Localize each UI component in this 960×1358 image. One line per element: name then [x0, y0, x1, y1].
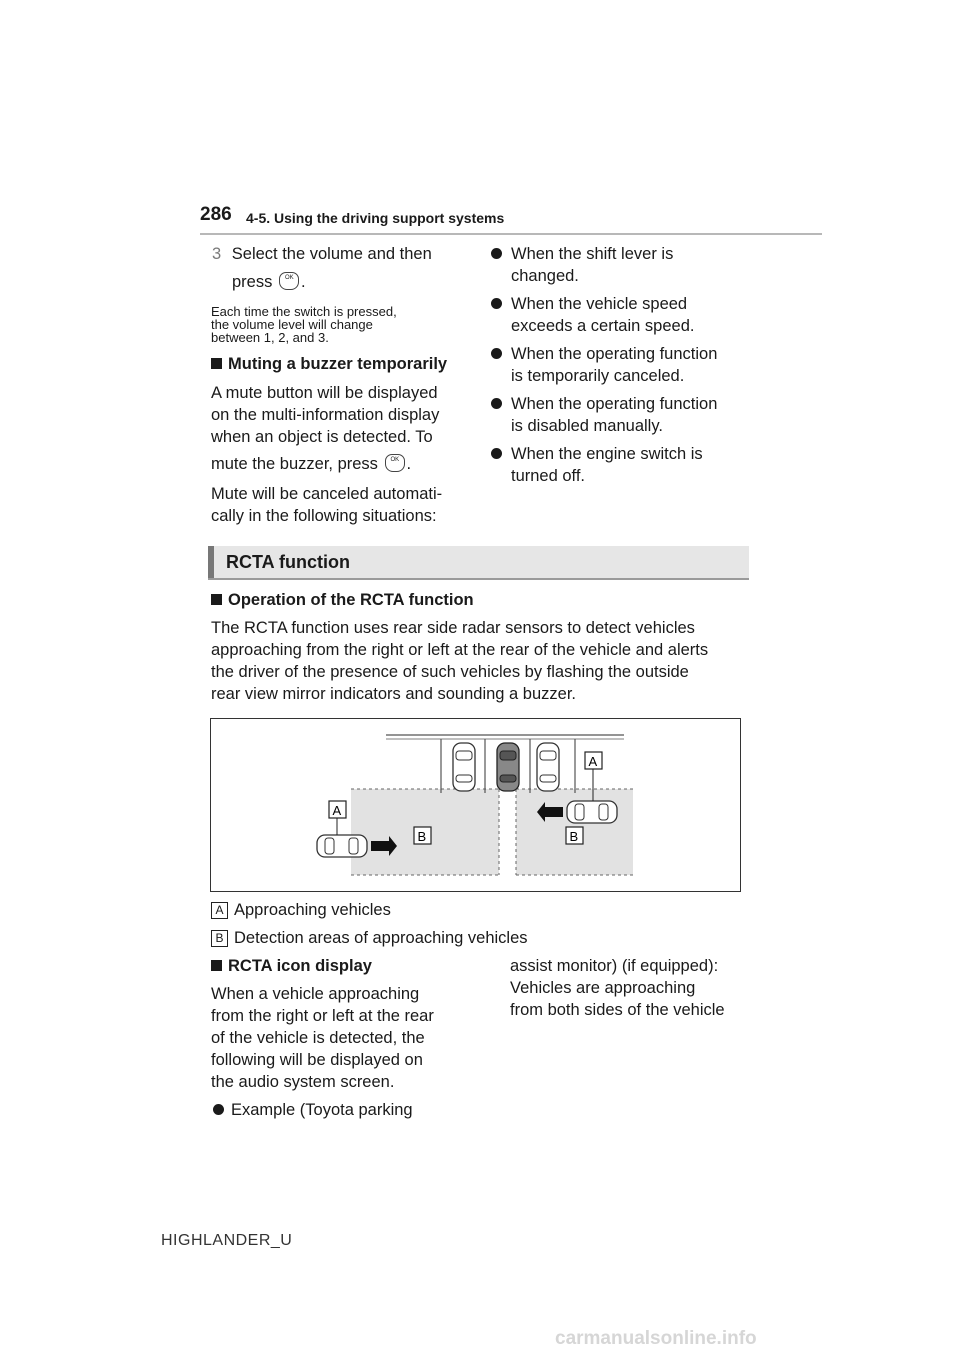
icon-line: When a vehicle approaching: [211, 985, 420, 1003]
cancel-line: Mute will be canceled automati-: [211, 485, 443, 503]
legend-key: A: [211, 902, 228, 919]
mute-line: when an object is detected. To: [211, 428, 433, 446]
mute-line: on the multi-information display: [211, 406, 440, 424]
ok-switch-icon: OK: [279, 272, 299, 290]
label-a-text: A: [332, 803, 342, 818]
step-number: 3: [212, 245, 222, 263]
bullet-icon: [491, 398, 502, 409]
note-line: Each time the switch is pressed,: [211, 304, 397, 319]
label-a-text: A: [588, 754, 598, 769]
legend-text: Detection areas of approaching vehicles: [234, 929, 528, 947]
label-b-text: B: [569, 829, 579, 844]
op-line: The RCTA function uses rear side radar sensors to detect vehicles: [211, 619, 695, 637]
section-accent: [208, 546, 214, 580]
right-line: Vehicles are approaching: [510, 979, 696, 997]
label-b-text: B: [417, 829, 427, 844]
rcta-section-header: [208, 546, 749, 580]
page-number: 286: [200, 204, 232, 225]
step-3: [212, 243, 432, 265]
mute-line: mute the buzzer, press OK .: [211, 455, 412, 473]
footer-model: HIGHLANDER_U: [161, 1232, 293, 1249]
bullet-icon: [491, 348, 502, 359]
rcta-op-heading: Operation of the RCTA function: [211, 589, 474, 611]
rcta-icon-heading: RCTA icon display: [211, 955, 372, 977]
label-b-left: [414, 827, 431, 844]
list-item: When the vehicle speed exceeds a certain speed.: [489, 293, 759, 337]
volume-note: [211, 305, 397, 344]
mute-line: A mute button will be displayed: [211, 384, 438, 402]
list-item: When the engine switch is turned off.: [489, 443, 759, 487]
legend-key: B: [211, 930, 228, 947]
square-bullet-icon: [211, 358, 222, 369]
list-item: When the operating function is disabled manually.: [489, 393, 759, 437]
section-underline: [208, 578, 749, 580]
bullet-icon: [491, 298, 502, 309]
note-line: between 1, 2, and 3.: [211, 330, 329, 345]
op-line: the driver of the presence of such vehicles by flashing the outside: [211, 663, 689, 681]
legend-b: [211, 927, 528, 949]
approaching-car-left-icon: [317, 835, 367, 857]
cancel-situations-list: [489, 243, 759, 493]
bullet-icon: [213, 1104, 224, 1115]
list-item: When the shift lever is changed.: [489, 243, 759, 287]
approaching-car-right-icon: [567, 801, 617, 823]
step-text-line1: Select the volume and then: [231, 245, 432, 263]
op-line: rear view mirror indicators and sounding a buzzer.: [211, 685, 577, 703]
legend-a: [211, 899, 391, 921]
rcta-title: RCTA function: [226, 552, 350, 572]
step-3-line2: [232, 271, 306, 293]
mute-heading: Muting a buzzer temporarily: [211, 353, 447, 375]
square-bullet-icon: [211, 960, 222, 971]
note-line: the volume level will change: [211, 317, 373, 332]
header-divider: [200, 233, 822, 235]
right-line: assist monitor) (if equipped):: [510, 957, 719, 975]
own-vehicle-icon: [497, 743, 519, 791]
legend-text: Approaching vehicles: [234, 901, 391, 919]
example-bullet: Example (Toyota parking: [211, 1099, 413, 1121]
ok-switch-icon: OK: [385, 454, 405, 472]
label-a-left: [329, 801, 346, 835]
rcta-icon-paragraph: [211, 983, 434, 1093]
cancel-paragraph: [211, 483, 442, 527]
bullet-icon: [491, 448, 502, 459]
label-b-right: [566, 827, 583, 844]
bullet-icon: [491, 248, 502, 259]
icon-line: from the right or left at the rear: [211, 1007, 434, 1025]
step-text-period: .: [300, 273, 306, 291]
cancel-line: cally in the following situations:: [211, 507, 437, 525]
mute-paragraph: [211, 382, 439, 475]
section-title: 4-5. Using the driving support systems: [246, 210, 505, 226]
parked-car-icon: [453, 743, 475, 791]
rcta-op-paragraph: [211, 617, 771, 705]
icon-line: the audio system screen.: [211, 1073, 395, 1091]
parking-lot-illustration: [211, 719, 740, 891]
list-item: When the operating function is temporarily canceled.: [489, 343, 759, 387]
parked-car-icon: [537, 743, 559, 791]
square-bullet-icon: [211, 594, 222, 605]
step-text-press: press: [232, 273, 273, 291]
rcta-diagram: [210, 718, 741, 892]
right-line: from both sides of the vehicle: [510, 1001, 725, 1019]
icon-line: following will be displayed on: [211, 1051, 423, 1069]
rcta-icon-right-column: [510, 955, 725, 1021]
op-line: approaching from the right or left at the rear of the vehicle and alerts: [211, 641, 709, 659]
watermark: carmanualsonline.info: [555, 1328, 757, 1349]
icon-line: of the vehicle is detected, the: [211, 1029, 425, 1047]
